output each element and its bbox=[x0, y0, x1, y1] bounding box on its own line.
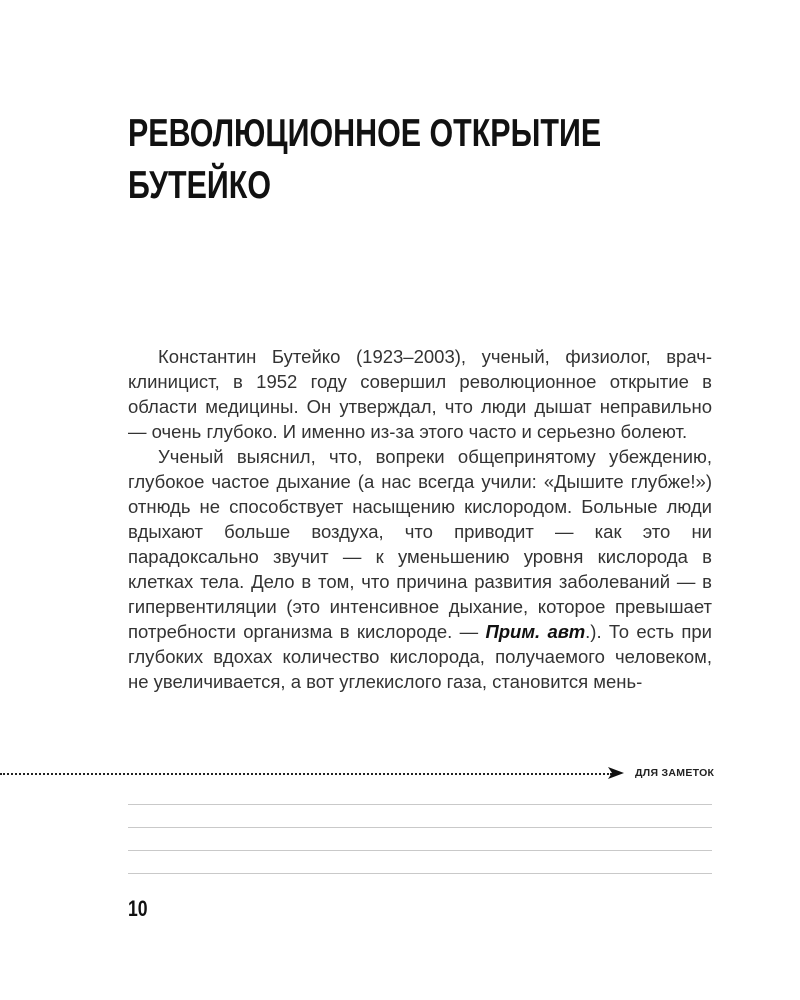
paragraph-2-text-end: .). То есть при глубоких вдохах количество кислорода, получаемого человеком, не увеличивается, а вот углекислого газа, становится мень- bbox=[128, 621, 713, 692]
notes-label: ДЛЯ ЗАМЕТОК bbox=[635, 767, 715, 779]
paragraph-1: Константин Бутейко (1923–2003), ученый, физиолог, врач-клиницист, в 1952 году совершил революционное открытие в области медицины. Он утверждал, что люди дышат неправильно — очень глубоко. И именно из-за этого часто и серьезно болеют. bbox=[128, 346, 712, 442]
arrow-right-icon bbox=[608, 766, 624, 780]
chapter-title-line-1: РЕВОЛЮЦИОННОЕ ОТКРЫТИЕ bbox=[128, 112, 602, 155]
chapter-title bbox=[128, 108, 602, 212]
body-text bbox=[128, 344, 712, 694]
note-line-2[interactable] bbox=[128, 827, 712, 828]
note-line-4[interactable] bbox=[128, 873, 712, 874]
page-number: 10 bbox=[128, 896, 148, 921]
notes-dotted-rule bbox=[0, 773, 612, 775]
chapter-title-line-2: БУТЕЙКО bbox=[128, 164, 271, 207]
note-line-1[interactable] bbox=[128, 804, 712, 805]
note-line-3[interactable] bbox=[128, 850, 712, 851]
paragraph-2 bbox=[128, 444, 712, 694]
author-note: Прим. авт bbox=[485, 621, 586, 642]
paragraph-2-text-start: Ученый выяснил, что, вопреки общепринятому убеждению, глубокое частое дыхание (а нас всегда учили: «Дышите глубже!») отнюдь не способствует насыщению кислородом. Больные люди вдыхают больше воздуха, что приводит — как это ни парадоксально звучит — к уменьшению уровня кислорода в клетках тела. Дело в том, что причина развития заболеваний — в гипервентиляции (это интенсивное дыхание, которое превышает потребности организма в кислороде. — bbox=[128, 446, 712, 642]
